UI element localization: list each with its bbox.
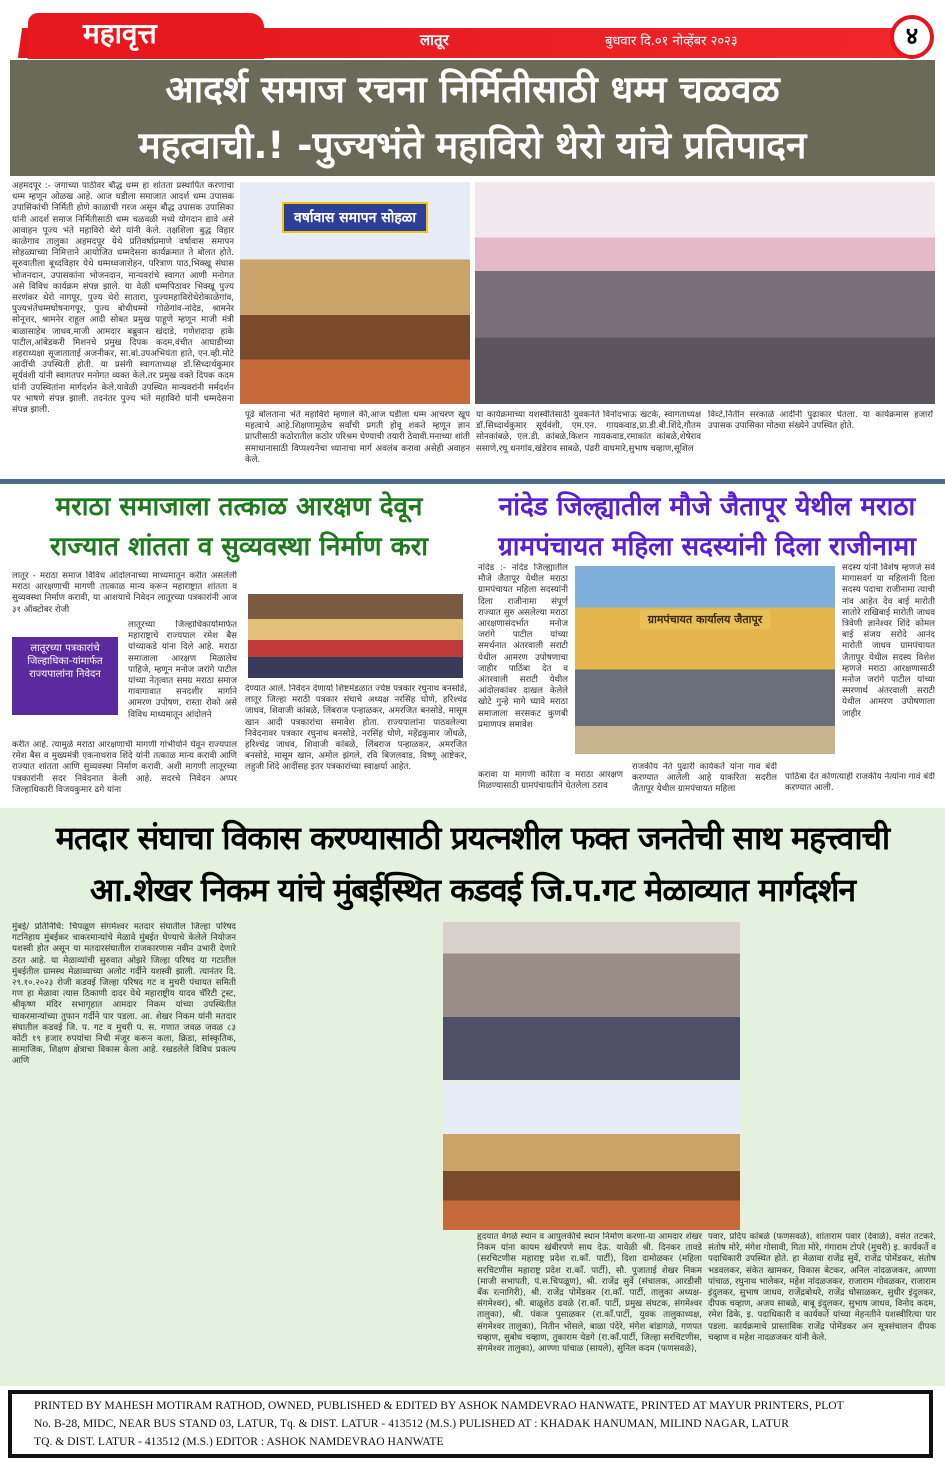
headline-line: मराठा समाजाला तत्काळ आरक्षण देवून xyxy=(55,492,423,522)
crowd-photo xyxy=(475,182,935,404)
article-body: विव्टे,नितीन सरकाळे आदींनी पुढाकार घेतला. या कार्यक्रमास हजारों उपासक उपासिका मोठ्या संख्येने उपस्थित होते. xyxy=(708,410,933,432)
delegation-photo xyxy=(248,594,463,678)
article-body: या कार्यक्रमाच्या यशस्वीतेसाठी युवकनेते विनोदभाऊ खटके, स्वागताध्यक्ष डॉ.सिध्दार्थकुमार सूर्यवंशी, एम.एन. गायकवाड,प्रा.डी.बी.शिंदे,गौतम सोनकांबळे, एल.डी. कांबळे,किशन गायकवाड,रमाकांत कांबळे,शेषेराव ससाणे,रघू धनगांव,खंडेराव साबळे, पंढरी वाघमारे,सुभाष चव्हाण,सूशिल xyxy=(476,410,701,454)
paper-name: महावृत्त xyxy=(28,13,264,59)
headline-line: ग्रामपंचायत महिला सदस्यांनी दिला राजीनामा xyxy=(498,532,916,562)
headline-line: राज्यात शांतता व सुव्यवस्था निर्माण करा xyxy=(50,532,428,562)
article-body: करावा या मागणी करिता व मराठा आरक्षण मिळण्यासाठी ग्रामपंचायतीने घेतलेला ठराव xyxy=(478,770,623,792)
article-headline xyxy=(10,812,935,916)
photo-banner-text: वर्षावास समापन सोहळा xyxy=(282,202,428,233)
print-line-text: TQ. & DIST. LATUR - 413512 (M.S.) EDITOR : ASHOK NAMDEVRAO HANWATE xyxy=(34,1435,444,1448)
headline-line: मतदार संघाचा विकास करण्यासाठी प्रयत्नशील फक्त जनतेची साथ महत्त्वाची xyxy=(55,819,890,857)
article-headline xyxy=(8,487,470,567)
print-line-text: No. B-28, MIDC, NEAR BUS STAND 03, LATUR, Tq. & DIST. LATUR - 413512 (M.S.) PULISHED AT : KHADAK HANUMAN, MILIND NAGAR, LATUR xyxy=(34,1417,789,1430)
article-headline xyxy=(476,487,938,567)
grampanchayat-photo xyxy=(575,566,835,754)
edition-city: लातूर xyxy=(420,31,449,49)
article-body: सदस्य यांनी विशेष म्हणजे सर्व मागासवर्ग या महिलांनी दिला सदस्य पदाचा राजीनामा त्याची नांव आहेत देव बाई मारोती सातोरे राखिबाई मारोती जाधव त्रिवेणी ज्ञानेश्वर शिंदे कोमल बाई संजय सरोदे आनंद मारोती जाधव ग्रामपंचायत जैतापूर येथील सदस्य विशेश म्हणजे मराठा आरक्षणासाठी मनोज जरांगे पाटील यांच्या स्मरणार्थ अंतरवाली सराटी येथील आमरण उपोषणाला जाहीर xyxy=(842,563,935,719)
headline-line: आदर्श समाज रचना निर्मितीसाठी धम्म चळवळ xyxy=(165,68,780,111)
headline-line: महत्वाची.! -पुज्यभंते महाविरो थेरो यांचे प्रतिपादन xyxy=(138,124,807,167)
page-number: ४ xyxy=(890,15,934,59)
article-body: करीत आहे. त्यामुळे मराठा आरक्षणाची मागणी गांभीर्याने घेवून राज्यपाल रमेश बैस व मुख्यमंत्री एकनाथराव शिंदे यांनी तत्काळ मान्य करावी आणि राज्यात शांतता आणि सुव्यवस्था निर्माण करावी. अशी मागणी लातूरच्या पत्रकारांनी सदर निवेदनात केली आहे. सदरचे निवेदन अप्पर जिल्हाधिकारी विजयकुमार ढगे यांना xyxy=(12,740,237,795)
headline-line: आ.शेखर निकम यांचे मुंबईस्थित कडवई जि.प.गट मेळाव्यात मार्गदर्शन xyxy=(89,871,856,909)
article-body: हृदयात वेगळे स्थान व आपुलकीचे स्थान निर्माण करणा-या आमदार शेखर निकम यांना कायम खंबीरपणे साथ देऊ. यावेळी श्री. दिनकर तावडे (सरचिटणीस महाराष्ट्र प्रदेश रा.कॉं. पार्टी), दिशा दामोळकर (महिला सरचिटणीस महाराष्ट्र प्रदेश रा.कॉं. पार्टी), सौ. पुजाताई शेखर निकम (माजी सभापती, पं.स.चिपळूण), श्री. राजेंद्र सुर्वे (संचालक, आरडीसी बँक रत्नागिरी), श्री. राजेंद्र पोमेंडकर (रा.कॉं. पार्टी, तालुका अध्यक्ष-संगमेश्वर), श्री. बाळूशेठ ढवळे (रा.कॉं. पार्टी, प्रमुख संघटक, संगमेश्वर तालुका), श्री. पंकज पुसाळकर (रा.कॉं.पार्टी, युवक तालुकाध्यक्ष, संगमेश्वर तालुका), नितीन भोसले, बाळा पंदेरे, मंगेश बांडागळे, गणपत चव्हाण, सुबोध चव्हाण, तुकाराम येडगे (रा.कॉं.पार्टी, जिल्हा सरचिटणीस, संगमेश्वर तालुका), आण्णा पांचाळ (सायले), सुनिल कदम (फणसवळे), xyxy=(477,1232,702,1355)
print-line-text: PRINTED BY MAHESH MOTIRAM RATHOD, OWNED, PUBLISHED & EDITED BY ASHOK NAMDEVRAO HANWATE, PRINTED AT MAYUR PRINTERS, PLOT xyxy=(34,1399,844,1412)
issue-date: बुधवार दि.०१ नोव्हेंबर २०२३ xyxy=(605,34,738,49)
article-body: अहमदपूर :- जगाच्या पाठीवर बौद्ध धम्म हा शांतता प्रस्थापित करणाचा धम्म म्हणून ओळख आहे. आज घडीला समाजात आदर्श धम्म उपासक उपासिकांची निर्मिती होणे काळाची गरज असून बौद्ध उपासक उपासिका यांनी आदर्श समाज निर्मितीसाठी धम्म चळवळी मध्ये योगदान द्यावे असे आवाहन पूज्य भंते महाविरो थेरो यांनी केले. तक्षशिला बुद्ध विहार काळेगाव तालुका अहमदपूर येथे प्रतिवर्षाप्रमाणे वर्षावास समापन सोहळ्याच्या निमित्ताने आयोजित धम्मदेसना कार्यक्रमात ते बोलत होते. सूरुवातीला बूध्दविहार येथे धम्मध्वजारोहन, परित्राण पाठ,भिक्खू संघास भोजनदान, उपासकांना भोजनदान, मान्यवरांचे स्वागत आणी मनोगत असे विविध कार्यक्रम संपन्न झाले. या वेळी धम्मपिठावर भिक्खू पुज्य सरणंकर थेरो नागपूर, पुज्य थेरो सातारा, पुज्यमहाविरोथेरोकाळेगांव, पुज्यभंतेधम्मघोषनागपूर, पुज्य बोधीधम्मो गोळेगांव-नांदेड, श्रामनेर सोनूत्तर, श्रामनेर राहूल आदी सोबत प्रमुख पाहूणे म्हणून माजी मंत्री बाळासाहेब जाधव,माजी आमदार बब्रुवान खंदाडे, गणेशदादा हाके पाटील,आंबेडकरी मिशनचे प्रमुख दिपक कदम,वंचीत आघाडीच्या शहराध्यक्षा सूजाताताई अजनीकर, सा.बां.उपअभियंता हाते, एन.व्ही.मोटे आदींची उपस्थिती होती. या प्रसंगी स्वागताध्यक्ष डॉ.सिध्दार्थकुमार सूर्यवंशी यांनी स्वागतपर मनोगत व्यक्त केले.तर प्रमुख वक्ते दिपक कदम यांनी उपस्थितांना मार्गदर्शन केले.यावेळी उपस्थित मान्यवरांनी मर्मदर्शन पर भाषणे संपन्न झाली. तदनंतर पुज्य भंते महाविरो यांनी धम्मदेसना संपन्न झाली. xyxy=(12,181,234,416)
felicitation-photo xyxy=(443,922,740,1080)
article-body: देण्यात आले. निवेदन देणार्या शिष्टमंडळात ज्येष्ठ पत्रकार रघुनाथ बनसोडे, लातूर जिल्हा मराठी पत्रकार संघाचे अध्यक्ष नरसिंह घोणे, हरिश्चंद्र जाधव, शिवाजी कांबळे, लिंबराज पन्हाळकर, अमरजित बनसोडे, मासूम खान आदी पत्रकारांचा समावेश होता. राज्यपालांना पाठवलेल्या निवेदनावर पत्रकार रघुनाथ बनसोडे, नरसिंह घोणे, महेंद्रकुमार जोंधळे, हरिश्चंद्र जाधव, शिवाजी कांबळे, लिंबराज पन्हाळकर, अमरजित बनसोडे, मासूम खान, अमोल झंगले, रवि बिजलवाड, विष्णू आष्टेकर, लहुजी शिंदे आदींसह इतर पत्रकारांच्या स्वाक्षर्या आहेत. xyxy=(245,684,467,773)
article-body: लातूरच्या जिल्हाधिकार्यामार्फत महाराष्ट्राचे राज्यपाल रमेश बैस यांच्याकडे यांना दिले आहे. मराठा समाजाला आरक्षण मिळालेच पाहिजे, म्हणून मनोज जरांगे पाटील यांच्या नेतृत्वात समग्र मराठा समाज गावागावात सनदशीर मार्गाने आमरण उपोषण, रास्ता रोको असे विविध माध्यमातून आंदोलने xyxy=(128,620,237,720)
event-photo xyxy=(240,182,470,404)
article-body: मुंबई/ प्रतिनिधि: चिपळूण संगमेश्वर मतदार संघातील जिल्हा परिषद गटनिहाय मुंबईकर चाकरमान्यांचे मेळावे मुंबईत घेण्याचे केलेले नियोजन यशस्वी होत असून या मतदारसंघातील राजकारणास नवीन उभारी देणारे ठरत आहे. या मेळाव्यांची सुरुवात ओझरे जिल्हा परिषद या गटातील मुंबईतील ग्रामस्थ मेळाव्याच्या अलोट गर्दीने यशस्वी झाली. त्यानंतर दि. २९.१०.२०२३ रोजी कडवई जिल्हा परिषद गट व मुचरी पंचायत समिती गण हा मेळावा त्यास ठिकाणी दादर येथे महाराष्ट्रीय यादव चॅरिटी ट्रस्ट, श्रीकृष्ण मंदिर सभागृहात आमदार निकम यांच्या उपस्थितीत चाकरमान्यांच्या तुफान गर्दीने पार पडला. आ. शेखर निकम यांनी मतदार संघातील कडवई जि. प. गट व मुचरी प. स. गणात जवळ जवळ ८३ कोटी १९ हजार रुपयांचा निधी मंजूर करून कला, क्रिडा, सांस्कृतिक, सामाजिक, शिक्षण क्षेत्राचा विकास केला आहे. रखडलेले विविध प्रकल्प आणि xyxy=(12,922,236,1067)
section-divider xyxy=(0,479,945,484)
highlight-box: लातूरच्या पत्रकारांचे जिल्हाधिका-यांमार्फत राज्यपालांना निवेदन xyxy=(12,637,118,715)
gathering-photo xyxy=(443,1082,740,1230)
photo-sign-text: ग्रामपंचायत कार्यालय जैतापूर xyxy=(640,610,770,629)
article-body: पूढे बोलताना भंते महाविरो म्हणाले की,आज घडीला धम्म आचरण खूप महत्वाचे आहे.शिक्षणामूळेच सर्वांची प्रगती होवू शकते म्हणून ज्ञान प्राप्तीसाठी कठोरातील कठोर परिश्रम घेण्याची तयारी ठेवावी.मनाच्या शांती समाधानासाठी विप्पश्यनेचा ध्यानाचा मार्ग अवलंब करावा असेही अवाहन केले. xyxy=(245,410,470,465)
article-body: पवार, प्रदिप कांबळे (फणसवळे), शांताराम पवार (देवाळे), वसंत तटकरे, संतोष मोरे, मंगेश गोसावी, गिता मोरे, गंगाराम टोपरे (मुचरी) इ. कार्यकर्ते व पदाधिकारी उपस्थित होते. हा मेळावा राजेंद्र सुर्वे, राजेंद्र पोमेंडकर, संतोष भडवलकर, संकेत खामकर, विकास बेटकर, अनिल नांदळजकर, आण्णा पांचाळ, रघुनाथ भालेकर, महेश नांदळजकर, राजाराम गोवळकर, राजाराम इंदुलकर, सुभाष जाधव, राजेंद्रबोथरे, राजेंद्र घोसाळकर, सुधीर इंदुलकर, दीपक चव्हाण, अजय साबळे, बाबू इंदुलकर, सुभाष जाधव, विनोद कदम, रमेश ढिके, इ. पदाधिकारी व कार्यकर्ते यांच्या मेहनतीने यशस्वीरित्या पार पडला. कार्यक्रमाचे प्रास्ताविक राजेंद्र पोमेंडकर अन सूत्रसंचालन दीपक चव्हाण व महेश नादळजकर यांनी केले. xyxy=(708,1232,936,1343)
article-body: राजकीय नेते पुढारी कार्यकर्ते यांना गाव बंदी करण्यात आलेली आहे याकरिता सदरील जैतापूर येथील ग्रामपंचायत महिला xyxy=(632,762,777,795)
article-body: लातूर - मराठा समाज विविध आंदोलनाच्या माध्यमातून करीत असलेली मराठा आरक्षणाची मागणी तात्काळ मान्य करून महाराष्ट्रात शांतता व सुव्यवस्था निर्माण करावी, या आशयाचे निवेदन लातूरच्या पत्रकारांनी आज ३१ ऑक्टोबर रोजी xyxy=(12,571,237,615)
article-body: पाठिंबा देत कोणत्याही राजकीय नेत्यांना गावं बंदी करण्यात आली. xyxy=(785,772,935,794)
main-headline xyxy=(10,60,935,176)
print-line xyxy=(8,1390,933,1458)
article-body: नांदेड :- नांदेड जिल्ह्यातील मौजे जैतापूर येथील मराठा ग्रामपंचायत महिला सदस्यांनी दिला राजीनामा संपूर्ण राज्यात सुरु असलेल्या मराठा आरक्षणासंदर्भात मनोज जरांगे पाटील यांच्या समर्थनात अंतरवाली सराटी येथील आमरण उपोषणाचा जाहीर पाठिंबा देत व अंतरवाली सराटी येथील आंदोलकांवर दाखल केलेले खोटे गुन्हे मागे घ्यावे मराठा समाजाला सरसकट कुणबी प्रमाणपत्र समावेश xyxy=(478,563,568,730)
headline-line: नांदेड जिल्ह्यातील मौजे जैतापूर येथील मराठा xyxy=(498,492,916,522)
